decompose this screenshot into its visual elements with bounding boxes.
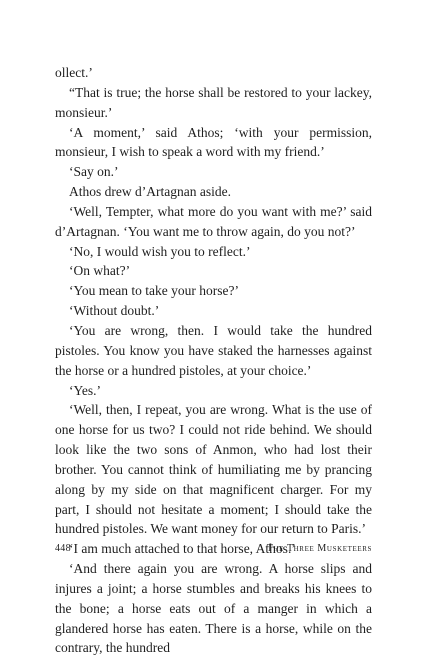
page-footer (55, 543, 372, 557)
body-text (55, 63, 372, 658)
page-number: 448 (55, 543, 71, 554)
paragraph: ‘Without doubt.’ (69, 303, 160, 319)
paragraph: ‘Say on.’ (69, 164, 119, 180)
paragraph: ‘Yes.’ (69, 382, 102, 398)
paragraph: ‘I am much attached to that horse, Athos.’ (69, 541, 296, 557)
paragraph: ollect.’ (55, 65, 93, 80)
paragraph: “That is true; the horse shall be restored to your lackey, monsieur.’ (55, 84, 372, 120)
paragraph: ‘And there again you are wrong. A horse slips and injures a joint; a horse stumbles and breaks his knees to the bone; a horse eats out of a manger in which a glandered horse has eaten. There is a horse, while on the contrary, the hundred (55, 561, 372, 656)
paragraph: Athos drew d’Artagnan aside. (69, 184, 231, 200)
paragraph: ‘A moment,’ said Athos; ‘with your permission, monsieur, I wish to speak a word with my friend.’ (55, 124, 372, 160)
paragraph: ‘Well, then, I repeat, you are wrong. What is the use of one horse for us two? I could not ride behind. We should look like the two sons of Anmon, who had lost their brother. You cannot think of humiliating me by prancing along by my side on that magnificent charger. For my part, I should not hesitate a moment; I should take the hundred pistoles. We want money for our return to Paris.’ (55, 402, 372, 537)
paragraph: ‘No, I would wish you to reflect.’ (69, 243, 251, 259)
paragraph: ‘You mean to take your horse?’ (69, 283, 239, 299)
running-head: The Three Musketeers (266, 543, 372, 554)
paragraph: ‘Well, Tempter, what more do you want with me?’ said d’Artagnan. ‘You want me to throw again, do you not?’ (55, 203, 372, 239)
paragraph: ‘On what?’ (69, 263, 131, 279)
paragraph: ‘You are wrong, then. I would take the hundred pistoles. You know you have staked the harnesses against the horse or a hundred pistoles, at your choice.’ (55, 322, 372, 378)
